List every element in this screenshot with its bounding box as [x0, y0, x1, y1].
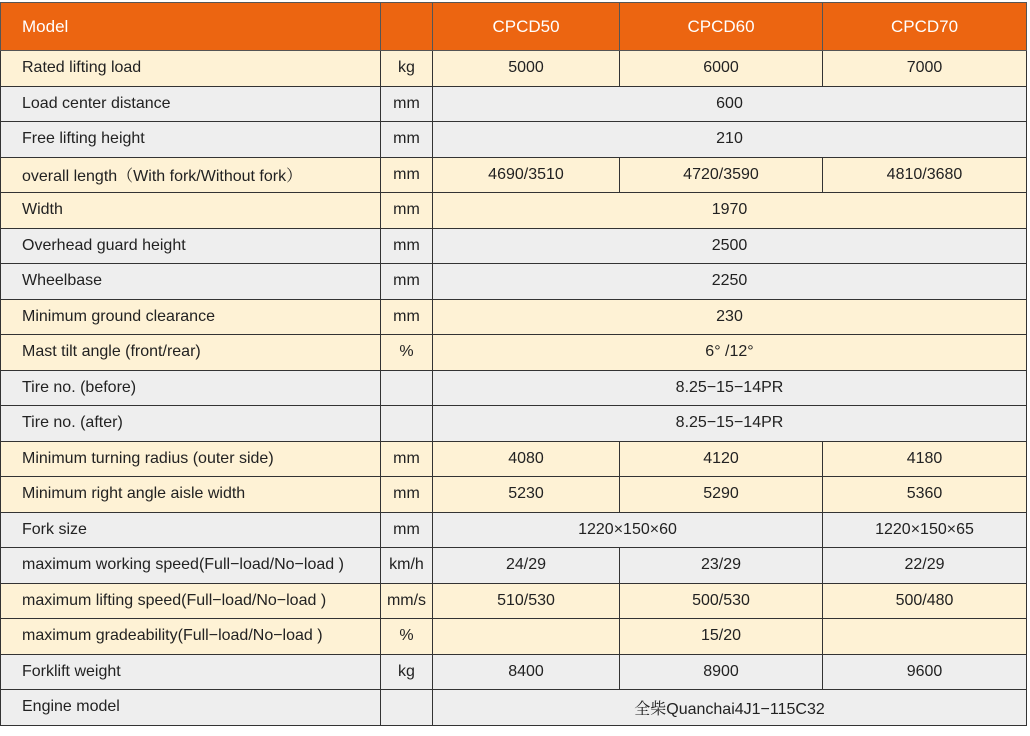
cell-value: 6° /12°	[433, 335, 1027, 371]
header-unit	[381, 3, 433, 51]
table-row	[1, 264, 1027, 300]
cell-value: 24/29	[433, 548, 620, 584]
cell-value: 9600	[823, 654, 1027, 690]
table-row	[1, 512, 1027, 548]
table-row	[1, 583, 1027, 619]
cell-value: 5000	[433, 51, 620, 87]
table-row	[1, 51, 1027, 87]
table-row	[1, 690, 1027, 726]
row-unit: mm/s	[381, 583, 433, 619]
header-label: Model	[1, 3, 381, 51]
row-label: Mast tilt angle (front/rear)	[1, 335, 381, 371]
row-unit: mm	[381, 512, 433, 548]
table-row	[1, 370, 1027, 406]
cell-value: 4810/3680	[823, 157, 1027, 193]
row-label: overall length（With fork/Without fork）	[1, 157, 381, 193]
cell-value: 5230	[433, 477, 620, 513]
table-row	[1, 299, 1027, 335]
table-row	[1, 654, 1027, 690]
row-unit: mm	[381, 193, 433, 229]
row-label: Tire no. (before)	[1, 370, 381, 406]
cell-value: 8.25−15−14PR	[433, 406, 1027, 442]
cell-value: 8900	[620, 654, 823, 690]
header-model: CPCD60	[620, 3, 823, 51]
row-label: Forklift weight	[1, 654, 381, 690]
row-unit	[381, 690, 433, 726]
cell-value: 4180	[823, 441, 1027, 477]
cell-value: 6000	[620, 51, 823, 87]
row-unit: %	[381, 335, 433, 371]
table-row	[1, 193, 1027, 229]
cell-value: 1220×150×65	[823, 512, 1027, 548]
row-unit: mm	[381, 86, 433, 122]
row-label: Minimum ground clearance	[1, 299, 381, 335]
cell-value: 4720/3590	[620, 157, 823, 193]
table-row	[1, 335, 1027, 371]
table-row	[1, 86, 1027, 122]
cell-value: 全柴Quanchai4J1−115C32	[433, 690, 1027, 726]
row-unit: mm	[381, 441, 433, 477]
row-unit: mm	[381, 228, 433, 264]
row-unit: mm	[381, 264, 433, 300]
row-unit: %	[381, 619, 433, 655]
row-label: Fork size	[1, 512, 381, 548]
cell-value: 2500	[433, 228, 1027, 264]
cell-value: 5360	[823, 477, 1027, 513]
table-row	[1, 406, 1027, 442]
row-label: Wheelbase	[1, 264, 381, 300]
cell-value: 1970	[433, 193, 1027, 229]
cell-value: 23/29	[620, 548, 823, 584]
row-label: Engine model	[1, 690, 381, 726]
header-row	[1, 3, 1027, 51]
row-label: Width	[1, 193, 381, 229]
row-label: Overhead guard height	[1, 228, 381, 264]
row-label: maximum gradeability(Full−load/No−load )	[1, 619, 381, 655]
table-row	[1, 548, 1027, 584]
row-label: Minimum right angle aisle width	[1, 477, 381, 513]
cell-value: 4690/3510	[433, 157, 620, 193]
row-unit	[381, 370, 433, 406]
cell-value: 230	[433, 299, 1027, 335]
cell-value: 500/530	[620, 583, 823, 619]
row-unit	[381, 406, 433, 442]
spec-table	[0, 2, 1027, 726]
row-label: Rated lifting load	[1, 51, 381, 87]
cell-value: 600	[433, 86, 1027, 122]
table-row	[1, 122, 1027, 158]
row-label: maximum working speed(Full−load/No−load )	[1, 548, 381, 584]
row-unit: km/h	[381, 548, 433, 584]
cell-value	[433, 619, 620, 655]
cell-value	[823, 619, 1027, 655]
row-unit: kg	[381, 51, 433, 87]
cell-value: 4120	[620, 441, 823, 477]
table-row	[1, 477, 1027, 513]
cell-value: 210	[433, 122, 1027, 158]
table-row	[1, 157, 1027, 193]
row-unit: mm	[381, 122, 433, 158]
row-label: maximum lifting speed(Full−load/No−load )	[1, 583, 381, 619]
cell-value: 8400	[433, 654, 620, 690]
row-label: Load center distance	[1, 86, 381, 122]
cell-value: 7000	[823, 51, 1027, 87]
row-unit: mm	[381, 477, 433, 513]
cell-value: 2250	[433, 264, 1027, 300]
table-row	[1, 228, 1027, 264]
cell-value: 8.25−15−14PR	[433, 370, 1027, 406]
cell-value: 1220×150×60	[433, 512, 823, 548]
row-label: Free lifting height	[1, 122, 381, 158]
table-row	[1, 441, 1027, 477]
cell-value: 22/29	[823, 548, 1027, 584]
cell-value: 500/480	[823, 583, 1027, 619]
row-label: Tire no. (after)	[1, 406, 381, 442]
cell-value: 510/530	[433, 583, 620, 619]
cell-value: 4080	[433, 441, 620, 477]
table-row	[1, 619, 1027, 655]
header-model: CPCD70	[823, 3, 1027, 51]
cell-value: 5290	[620, 477, 823, 513]
cell-value: 15/20	[620, 619, 823, 655]
row-unit: mm	[381, 299, 433, 335]
row-unit: mm	[381, 157, 433, 193]
header-model: CPCD50	[433, 3, 620, 51]
row-unit: kg	[381, 654, 433, 690]
row-label: Minimum turning radius (outer side)	[1, 441, 381, 477]
